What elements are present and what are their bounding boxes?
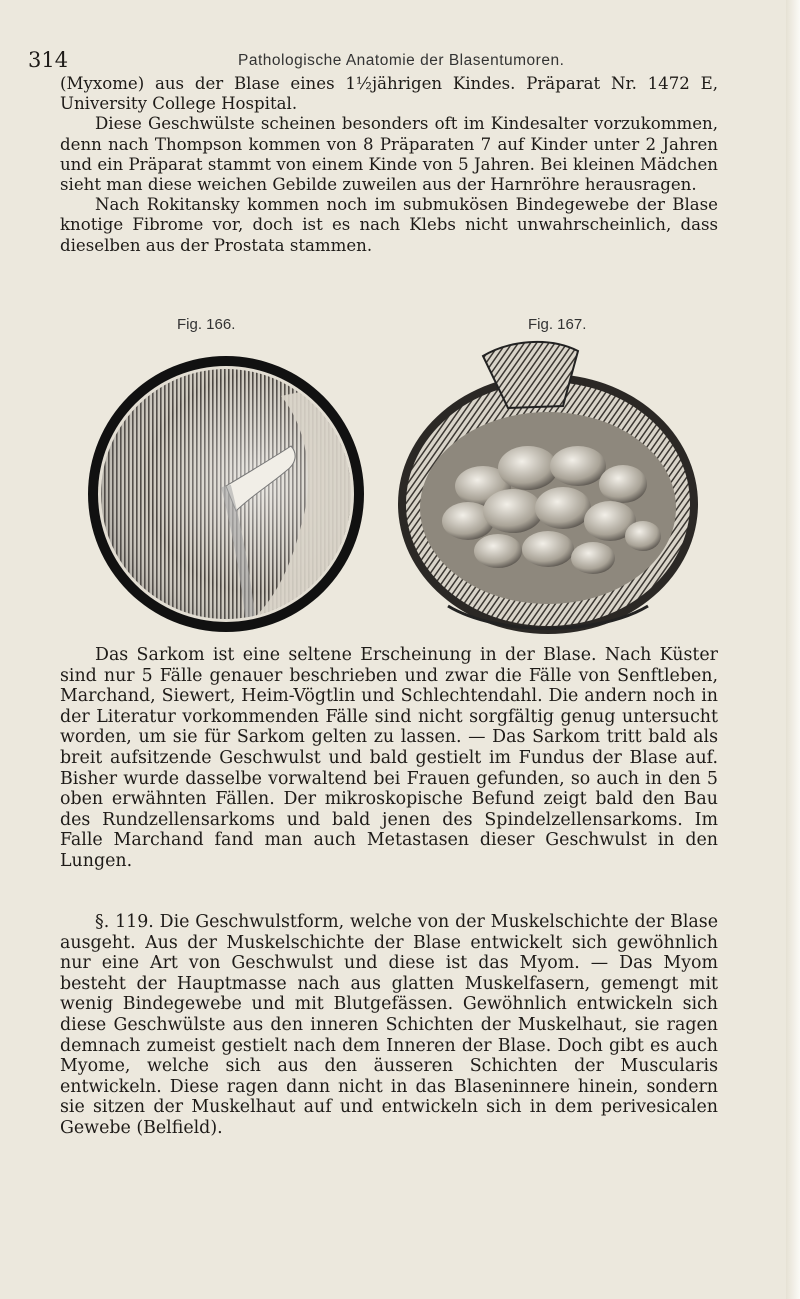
intro-text-block [60,74,718,256]
sarkom-text-block [60,645,718,872]
figure-167-caption: Fig. 167. [528,316,587,333]
page-edge [786,0,800,1299]
figure-166-drawing [76,336,376,646]
section-119-text-block [60,912,718,1139]
page-number: 314 [28,48,69,72]
figure-166-illustration [76,336,376,646]
figure-167-drawing [388,336,710,648]
paragraph-kindesalter: Diese Geschwülste scheinen besonders oft im Kindesalter vorzukommen, denn nach Thompson kommen von 8 Präparaten 7 auf Kinder unter 2 Jahren und ein Präparat stammt von einem Kinde von 5 Jahren. Bei kleinen Mädchen sieht man diese weichen Gebilde zuweilen aus der Harnröhre herausragen. [60,114,718,195]
paragraph-section-119: §. 119. Die Geschwulstform, welche von der Muskelschichte der Blase ausgeht. Aus der Muskelschichte der Blase entwickelt sich gewöhnlich nur eine Art von Geschwulst und diese ist das Myom. — Das Myom besteht der Hauptmasse nach aus glatten Muskelfasern, gemengt mit wenig Bindegewebe und mit Blutgefässen. Gewöhnlich entwickeln sich diese Geschwülste aus den inneren Schichten der Muskelhaut, sie ragen demnach zumeist gestielt nach dem Inneren der Blase. Doch gibt es auch Myome, welche sich aus den äusseren Schichten der Muscularis entwickeln. Diese ragen dann nicht in das Blaseninnere hinein, sondern sie sitzen der Muskelhaut auf und entwickeln sich in dem perivesicalen Gewebe (Belfield). [60,912,718,1138]
figure-166-caption: Fig. 166. [177,316,236,333]
paragraph-sarkom: Das Sarkom ist eine seltene Erscheinung in der Blase. Nach Küster sind nur 5 Fälle genauer beschrieben und zwar die Fälle von Senftleben, Marchand, Siewert, Heim-Vögtlin und Schlechtendahl. Die andern noch in der Literatur vorkommenden Fälle sind nicht sorgfältig genug untersucht worden, um sie für Sarkom gelten zu lassen. — Das Sarkom tritt bald als breit aufsitzende Geschwulst und bald gestielt im Fundus der Blase auf. Bisher wurde dasselbe vorwaltend bei Frauen gefunden, so auch in den 5 oben erwähnten Fällen. Der mikroskopische Befund zeigt bald den Bau des Rundzellensarkoms und bald jenen des Spindelzellensarkoms. Im Falle Marchand fand man auch Metastasen dieser Geschwulst in den Lungen. [60,645,718,871]
figure-167-illustration [388,336,710,648]
running-title: Pathologische Anatomie der Blasentumoren. [238,52,565,69]
page-header [28,48,756,76]
paragraph-fibrome: Nach Rokitansky kommen noch im submukösen Bindegewebe der Blase knotige Fibrome vor, doch ist es nach Klebs nicht unwahrscheinlich, dass dieselben aus der Prostata stammen. [60,195,718,255]
paragraph-myxome: (Myxome) aus der Blase eines 1½jährigen Kindes. Präparat Nr. 1472 E, University College Hospital. [60,74,718,114]
